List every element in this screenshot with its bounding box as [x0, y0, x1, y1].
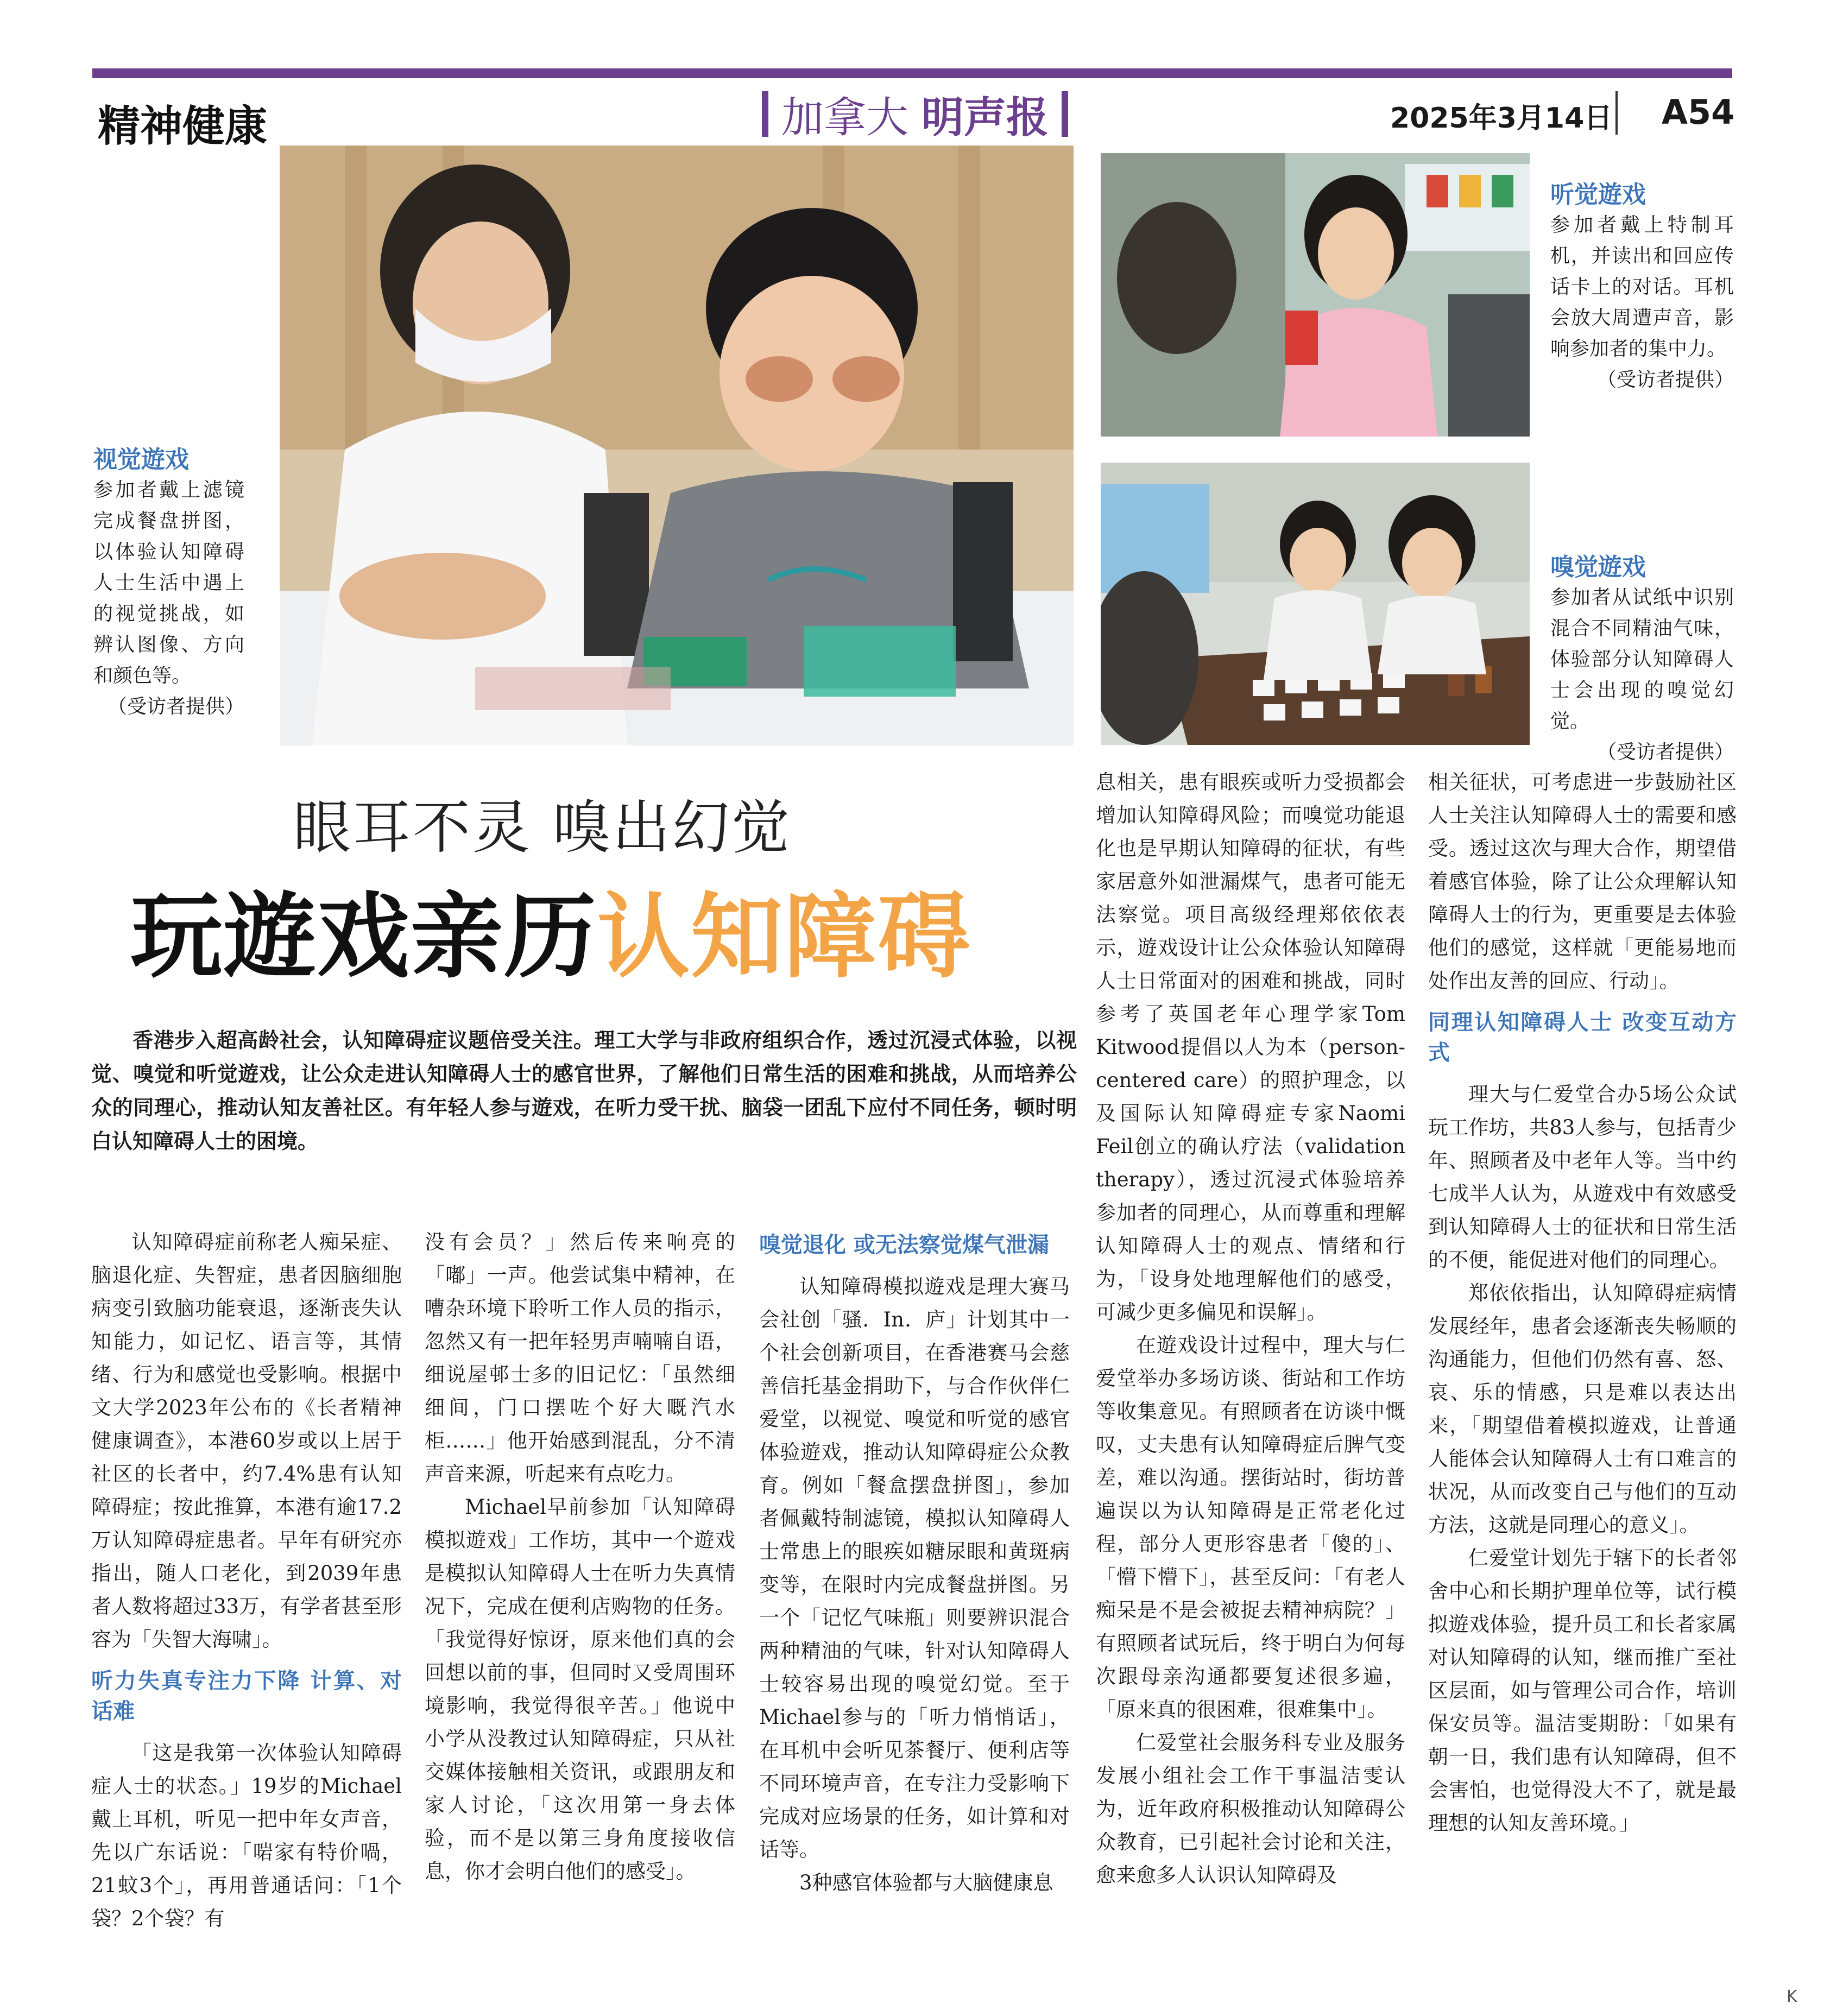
paragraph: 认知障碍模拟遊戏是理大赛马会社创「骚．In．庐」计划其中一个社会创新项目，在香港赛马会慈善信托基金捐助下，与合作伙伴仁爱堂，以视觉、嗅觉和听觉的感官体验遊戏，推动认知障碍症公众教育。例如「餐盒摆盘拼图」，参加者佩戴特制滤镜，模拟认知障碍人士常患上的眼疾如糖尿眼和黄斑病变等，在限时内完成餐盘拼图。另一个「记忆气味瓶」则要辨识混合两种精油的气味，针对认知障碍人士较容易出现的嗅觉幻觉。至于Michael参与的「听力悄悄话」，在耳机中会听见茶餐厅、便利店等不同环境声音，在专注力受影响下完成对应场景的任务，如计算和对话等。: [759, 1275, 1070, 1861]
corner-mark: K: [1787, 1987, 1797, 2006]
issue-date: 2025年3月14日: [1390, 102, 1613, 135]
visual-caption-body: 参加者戴上滤镜完成餐盘拼图，以体验认知障碍人士生活中遇上的视觉挑战，如辨认图像、方向和颜色等。: [93, 479, 244, 687]
smell-game-caption: [1550, 547, 1734, 764]
body-column-2: [425, 1225, 735, 1888]
paragraph: 认知障碍症前称老人痴呆症、脑退化症、失智症，患者因脑细胞病变引致脑功能衰退，逐渐丧失认知能力，如记忆、语言等，其情绪、行为和感觉也受影响。根据中文大学2023年公布的《长者精神健康调查》，本港60岁或以上居于社区的长者中，约7.4%患有认知障碍症；按此推算，本港有逾17.2万认知障碍症患者。早年有研究亦指出，随人口老化，到2039年患者人数将超过33万，有学者甚至形容为「失智大海啸」。: [91, 1230, 402, 1651]
masthead-bar-left: [762, 91, 768, 137]
hearing-game-photo: [1101, 153, 1530, 437]
header-divider: [1615, 91, 1618, 135]
smell-caption-credit: （受访者提供）: [1596, 741, 1734, 763]
smell-game-photo: [1101, 463, 1530, 745]
hearing-caption-credit: （受访者提供）: [1596, 369, 1734, 391]
paragraph: 息相关，患有眼疾或听力受损都会增加认知障碍风险；而嗅觉功能退化也是早期认知障碍的征状，有些家居意外如泄漏煤气，患者可能无法察觉。项目高级经理郑依依表示，遊戏设计让公众体验认知障碍人士日常面对的困难和挑战，同时参考了英国老年心理学家Tom Kitwood提倡以人为本（person-centered care）的照护理念，以及国际认知障碍症专家Naomi Feil创立的确认疗法（validation therapy），透过沉浸式体验培养参加者的同理心，从而尊重和理解认知障碍人士的观点、情绪和行为，「设身处地理解他们的感受，可减少更多偏见和误解」。: [1096, 770, 1405, 1324]
subheading: 听力失真专注力下降 计算、对话难: [91, 1669, 402, 1724]
visual-caption-credit: （受访者提供）: [107, 696, 244, 718]
paragraph: 没有会员？」然后传来响亮的「嘟」一声。他尝试集中精神，在嘈杂环境下聆听工作人员的指示，忽然又有一把年轻男声喃喃自语，细说屋邨士多的旧记忆：「虽然细细间，门口摆咗个好大嘅汽水柜……」他开始感到混乱，分不清声音来源，听起来有点吃力。: [425, 1230, 735, 1486]
smell-caption-body: 参加者从试纸中识别混合不同精油气味，体验部分认知障碍人士会出现的嗅觉幻觉。: [1550, 586, 1734, 732]
hearing-caption-body: 参加者戴上特制耳机，并读出和回应传话卡上的对话。耳机会放大周遭声音，影响参加者的集中力。: [1550, 214, 1734, 360]
page-number: A54: [1662, 92, 1735, 132]
body-column-3: [759, 1230, 1070, 1899]
body-column-4: [1096, 766, 1405, 1892]
hearing-game-caption: [1550, 175, 1734, 392]
paragraph: 郑依依指出，认知障碍症病情发展经年，患者会逐渐丧失畅顺的沟通能力，但他们仍然有喜、怒、哀、乐的情感，只是难以表达出来，「期望借着模拟遊戏，让普通人能体会认知障碍人士有口难言的状况，从而改变自己与他们的互动方法，这就是同理心的意义」。: [1428, 1281, 1737, 1537]
paragraph: 在遊戏设计过程中，理大与仁爱堂举办多场访谈、街站和工作坊等收集意见。有照顾者在访谈中慨叹，丈夫患有认知障碍症后脾气变差，难以沟通。摆街站时，街坊普遍误以为认知障碍是正常老化过程，部分人更形容患者「傻的」、「懵下懵下」，甚至反问：「有老人痴呆是不是会被捉去精神病院？」有照顾者试玩后，终于明白为何每次跟母亲沟通都要复述很多遍，「原来真的很困难，很难集中」。: [1096, 1334, 1405, 1721]
paragraph: 3种感官体验都与大脑健康息: [799, 1871, 1053, 1894]
visual-game-photo: [280, 146, 1074, 745]
visual-game-caption: [93, 440, 244, 719]
headline-kicker: 眼耳不灵 嗅出幻觉: [293, 794, 792, 861]
paragraph: 「这是我第一次体验认知障碍症人士的状态。」19岁的Michael戴上耳机，听见一把中年女声音，先以广东话说：「啱家有特价喎，21蚊3个」，再用普通话问：「1个袋？2个袋？有: [91, 1741, 402, 1930]
headline-main: 玩遊戏亲历: [130, 882, 598, 991]
smell-caption-title: 嗅觉遊戏: [1550, 553, 1646, 581]
paragraph: Michael早前参加「认知障碍模拟遊戏」工作坊，其中一个遊戏是模拟认知障碍人士在听力失真情况下，完成在便利店购物的任务。「我觉得好惊讶，原来他们真的会回想以前的事，但同时又受周围环境影响，我觉得很辛苦。」他说中小学从没教过认知障碍症，只从社交媒体接触相关资讯，或跟朋友和家人讨论，「这次用第一身去体验，而不是以第三身角度接收信息，你才会明白他们的感受」。: [425, 1495, 735, 1883]
body-column-5: [1428, 766, 1737, 1840]
subheading: 嗅觉退化 或无法察觉煤气泄漏: [759, 1233, 1049, 1257]
masthead-bar-right: [1062, 91, 1068, 137]
visual-caption-title: 视觉遊戏: [93, 446, 189, 473]
body-column-1: [91, 1225, 402, 1935]
masthead: [739, 87, 1091, 141]
subheading: 同理认知障碍人士 改变互动方式: [1428, 1010, 1737, 1065]
top-rule: [92, 68, 1732, 78]
paragraph: 仁爱堂社会服务科专业及服务发展小组社会工作干事温洁雯认为，近年政府积极推动认知障碍公众教育，已引起社会讨论和关注，愈来愈多人认识认知障碍及: [1096, 1731, 1405, 1887]
lead-paragraph: 香港步入超高龄社会，认知障碍症议题倍受关注。理工大学与非政府组织合作，透过沉浸式体验，以视觉、嗅觉和听觉遊戏，让公众走进认知障碍人士的感官世界，了解他们日常生活的困难和挑战，从而培养公众的同理心，推动认知友善社区。有年轻人参与遊戏，在听力受干扰、脑袋一团乱下应付不同任务，顿时明白认知障碍人士的困境。: [91, 1028, 1077, 1153]
paragraph: 理大与仁爱堂合办5场公众试玩工作坊，共83人参与，包括青少年、照顾者及中老年人等。当中约七成半人认为，从遊戏中有效感受到认知障碍人士的征状和日常生活的不便，能促进对他们的同理心。: [1428, 1083, 1737, 1272]
paragraph: 仁爱堂计划先于辖下的长者邻舍中心和长期护理单位等，试行模拟遊戏体验，提升员工和长者家属对认知障碍的认知，继而推广至社区层面，如与管理公司合作，培训保安员等。温洁雯期盼：「如果有朝一日，我们患有认知障碍，但不会害怕，也觉得没大不了，就是最理想的认知友善环境。」: [1428, 1546, 1737, 1835]
masthead-prefix: 加拿大: [781, 93, 908, 142]
hearing-caption-title: 听觉遊戏: [1550, 181, 1646, 208]
headline-highlight: 认知障碍: [597, 882, 971, 991]
headline: [130, 862, 971, 995]
paragraph: 相关征状，可考虑进一步鼓励社区人士关注认知障碍人士的需要和感受。透过这次与理大合作，期望借着感官体验，除了让公众理解认知障碍人士的行为，更重要是去体验他们的感觉，这样就「更能易地而处作出友善的回应、行动」。: [1428, 770, 1737, 993]
masthead-name: 明声报: [922, 93, 1049, 142]
section-title: 精神健康: [98, 102, 268, 151]
